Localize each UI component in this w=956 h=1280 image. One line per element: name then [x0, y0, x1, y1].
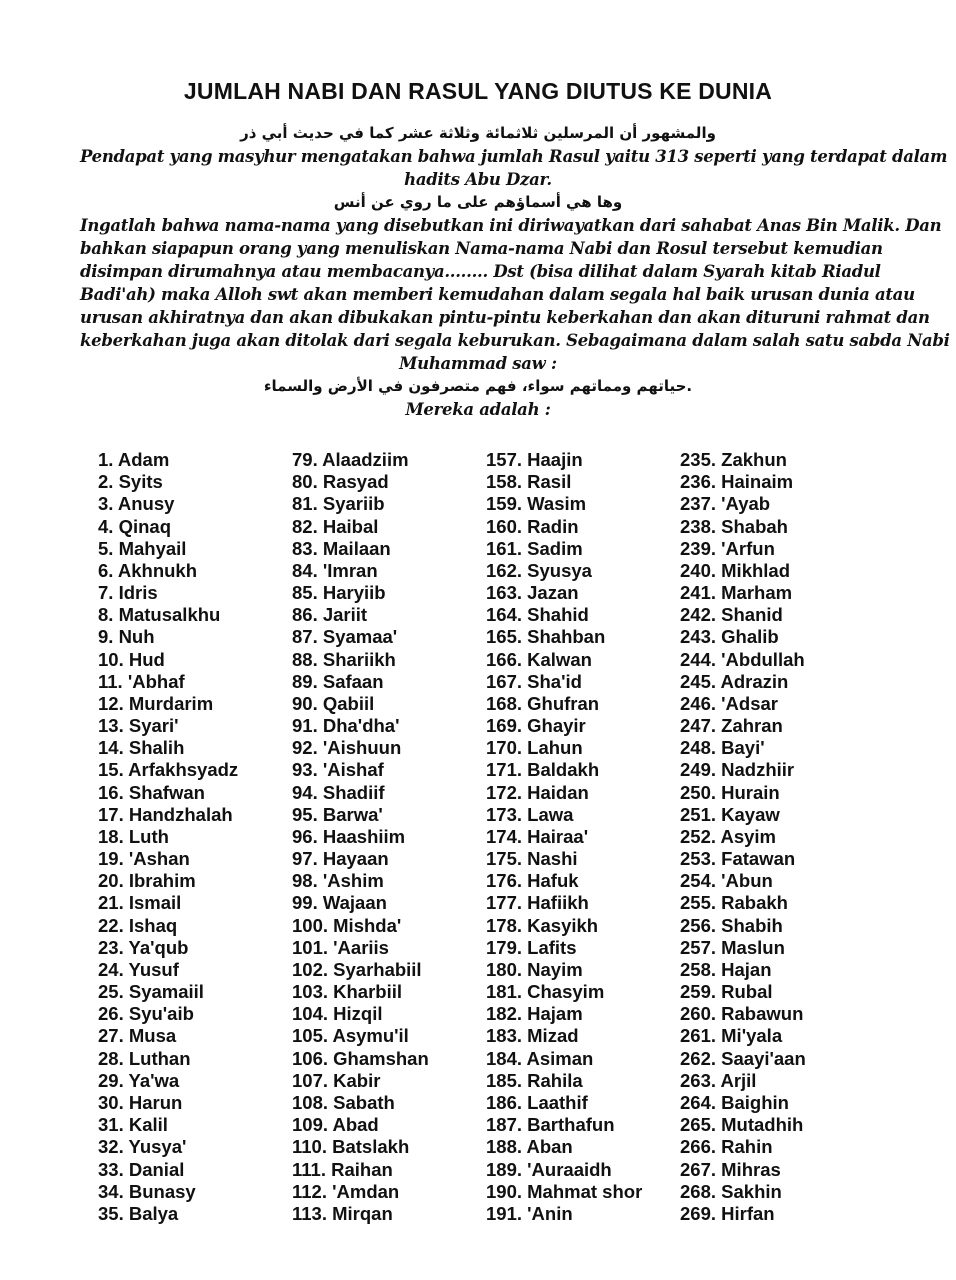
list-item: 82. Haibal: [292, 515, 379, 537]
list-item: 236. Hainaim: [680, 471, 794, 493]
list-item: 186. Laathif: [486, 1091, 588, 1113]
list-item: 263. Arjil: [680, 1069, 757, 1091]
list-item: 20. Ibrahim: [98, 870, 196, 892]
list-item: 4. Qinaq: [98, 515, 171, 537]
list-item: 248. Bayi': [680, 737, 765, 759]
list-item: 164. Shahid: [486, 604, 589, 626]
list-item: 92. 'Aishuun: [292, 737, 402, 759]
list-item: 96. Haashiim: [292, 825, 406, 847]
list-item: 113. Mirqan: [292, 1202, 393, 1224]
list-item: 25. Syamaiil: [98, 981, 204, 1003]
names-column: [680, 449, 806, 1225]
list-item: 104. Hizqil: [292, 1003, 383, 1025]
list-item: 157. Haajin: [486, 449, 583, 470]
list-item: 255. Rabakh: [680, 892, 788, 914]
list-item: 19. 'Ashan: [98, 848, 190, 870]
list-item: 97. Hayaan: [292, 848, 389, 870]
list-item: 171. Baldakh: [486, 759, 600, 781]
list-item: 34. Bunasy: [98, 1180, 196, 1202]
list-item: 181. Chasyim: [486, 981, 605, 1003]
list-item: 7. Idris: [98, 582, 158, 604]
list-item: 93. 'Aishaf: [292, 759, 384, 781]
list-item: 264. Baighin: [680, 1091, 789, 1113]
list-item: 159. Wasim: [486, 493, 587, 515]
list-item: 245. Adrazin: [680, 670, 789, 692]
list-item: 251. Kayaw: [680, 803, 780, 825]
list-item: 94. Shadiif: [292, 781, 385, 803]
list-item: 174. Hairaa': [486, 825, 589, 847]
list-item: 112. 'Amdan: [292, 1180, 400, 1202]
list-item: 160. Radin: [486, 515, 579, 537]
list-item: 254. 'Abun: [680, 870, 773, 892]
list-item: 83. Mailaan: [292, 537, 391, 559]
list-item: 6. Akhnukh: [98, 559, 198, 581]
list-item: 109. Abad: [292, 1114, 379, 1136]
list-item: 107. Kabir: [292, 1069, 381, 1091]
intro-text-line: hadits Abu Dzar.: [404, 170, 552, 189]
list-item: 22. Ishaq: [98, 914, 178, 936]
list-item: 5. Mahyail: [98, 537, 187, 559]
names-column: [98, 449, 238, 1225]
list-item: 262. Saayi'aan: [680, 1047, 806, 1069]
intro-text-line: Mereka adalah :: [405, 400, 551, 419]
list-item: 235. Zakhun: [680, 449, 787, 470]
list-item: 266. Rahin: [680, 1136, 773, 1158]
intro-text-line: disimpan dirumahnya atau membacanya........ Dst (bisa dilihat dalam Syarah kitab Riadul: [80, 262, 881, 281]
list-item: 179. Lafits: [486, 936, 577, 958]
list-item: 108. Sabath: [292, 1091, 395, 1113]
list-item: 260. Rabawun: [680, 1003, 804, 1025]
list-item: 170. Lahun: [486, 737, 583, 759]
list-item: 158. Rasil: [486, 471, 572, 493]
list-item: 15. Arfakhsyadz: [98, 759, 239, 781]
list-item: 17. Handzhalah: [98, 803, 233, 825]
list-item: 111. Raihan: [292, 1158, 393, 1180]
list-item: 172. Haidan: [486, 781, 589, 803]
list-item: 100. Mishda': [292, 914, 402, 936]
list-item: 89. Safaan: [292, 670, 384, 692]
list-item: 249. Nadzhiir: [680, 759, 795, 781]
list-item: 2. Syits: [98, 471, 163, 493]
intro-text: [80, 124, 950, 423]
list-item: 90. Qabiil: [292, 692, 375, 714]
list-item: 106. Ghamshan: [292, 1047, 429, 1069]
list-item: 187. Barthafun: [486, 1114, 615, 1136]
list-item: 163. Jazan: [486, 582, 579, 604]
list-item: 27. Musa: [98, 1025, 177, 1047]
list-item: 191. 'Anin: [486, 1202, 573, 1224]
list-item: 166. Kalwan: [486, 648, 592, 670]
list-item: 24. Yusuf: [98, 958, 179, 980]
list-item: 189. 'Auraaidh: [486, 1158, 612, 1180]
list-item: 240. Mikhlad: [680, 559, 791, 581]
list-item: 8. Matusalkhu: [98, 604, 221, 626]
list-item: 168. Ghufran: [486, 692, 600, 714]
list-item: 256. Shabih: [680, 914, 783, 936]
list-item: 243. Ghalib: [680, 626, 779, 648]
list-item: 175. Nashi: [486, 848, 578, 870]
list-item: 176. Hafuk: [486, 870, 579, 892]
list-item: 18. Luth: [98, 825, 169, 847]
list-item: 13. Syari': [98, 715, 179, 737]
list-item: 105. Asymu'il: [292, 1025, 409, 1047]
list-item: 182. Hajam: [486, 1003, 583, 1025]
list-item: 110. Batslakh: [292, 1136, 410, 1158]
list-item: 95. Barwa': [292, 803, 383, 825]
names-column: [292, 449, 429, 1225]
list-item: 162. Syusya: [486, 559, 592, 581]
list-item: 88. Shariikh: [292, 648, 396, 670]
list-item: 185. Rahila: [486, 1069, 583, 1091]
list-item: 173. Lawa: [486, 803, 574, 825]
intro-text-line: Badi'ah) maka Alloh swt akan memberi kemudahan dalam segala hal baik urusan dunia atau: [80, 285, 915, 304]
list-item: 102. Syarhabiil: [292, 958, 422, 980]
list-item: 87. Syamaa': [292, 626, 398, 648]
list-item: 29. Ya'wa: [98, 1069, 180, 1091]
list-item: 165. Shahban: [486, 626, 606, 648]
list-item: 28. Luthan: [98, 1047, 191, 1069]
list-item: 169. Ghayir: [486, 715, 586, 737]
list-item: 26. Syu'aib: [98, 1003, 194, 1025]
list-item: 14. Shalih: [98, 737, 185, 759]
list-item: 242. Shanid: [680, 604, 783, 626]
list-item: 237. 'Ayab: [680, 493, 771, 515]
list-item: 98. 'Ashim: [292, 870, 384, 892]
list-item: 80. Rasyad: [292, 471, 389, 493]
list-item: 247. Zahran: [680, 715, 783, 737]
list-item: 241. Marham: [680, 582, 793, 604]
list-item: 246. 'Adsar: [680, 692, 778, 714]
list-item: 32. Yusya': [98, 1136, 187, 1158]
list-item: 31. Kalil: [98, 1114, 168, 1136]
list-item: 238. Shabah: [680, 515, 788, 537]
intro-text-line: Muhammad saw :: [399, 354, 557, 373]
list-item: 35. Balya: [98, 1202, 179, 1224]
list-item: 167. Sha'id: [486, 670, 582, 692]
list-item: 81. Syariib: [292, 493, 385, 515]
list-item: 188. Aban: [486, 1136, 573, 1158]
list-item: 30. Harun: [98, 1091, 183, 1113]
intro-text-line: Ingatlah bahwa nama-nama yang disebutkan ini diriwayatkan dari sahabat Anas Bin Malik. Dan: [80, 216, 942, 235]
list-item: 267. Mihras: [680, 1158, 781, 1180]
list-item: 184. Asiman: [486, 1047, 594, 1069]
list-item: 33. Danial: [98, 1158, 185, 1180]
list-item: 190. Mahmat shor: [486, 1180, 643, 1202]
list-item: 268. Sakhin: [680, 1180, 782, 1202]
list-item: 10. Hud: [98, 648, 165, 670]
list-item: 101. 'Aariis: [292, 936, 389, 958]
list-item: 85. Haryiib: [292, 582, 386, 604]
list-item: 265. Mutadhih: [680, 1114, 804, 1136]
list-item: 261. Mi'yala: [680, 1025, 783, 1047]
list-item: 12. Murdarim: [98, 692, 214, 714]
intro-text-line: urusan akhiratnya dan akan dibukakan pintu-pintu keberkahan dan akan dituruni rahmat dan: [80, 308, 930, 327]
arabic-text-line: والمشهور أن المرسلين ثلاثمائة وثلاثة عشر كما في حديث أبي ذر: [240, 124, 716, 142]
list-item: 21. Ismail: [98, 892, 182, 914]
list-item: 253. Fatawan: [680, 848, 796, 870]
list-item: 244. 'Abdullah: [680, 648, 805, 670]
list-item: 269. Hirfan: [680, 1202, 775, 1224]
list-item: 103. Kharbiil: [292, 981, 403, 1003]
list-item: 16. Shafwan: [98, 781, 205, 803]
list-item: 239. 'Arfun: [680, 537, 775, 559]
list-item: 23. Ya'qub: [98, 936, 189, 958]
list-item: 161. Sadim: [486, 537, 583, 559]
list-item: 250. Hurain: [680, 781, 780, 803]
list-item: 180. Nayim: [486, 958, 583, 980]
names-column: [486, 449, 642, 1225]
list-item: 183. Mizad: [486, 1025, 579, 1047]
list-item: 86. Jariit: [292, 604, 368, 626]
list-item: 3. Anusy: [98, 493, 175, 515]
list-item: 1. Adam: [98, 449, 170, 470]
intro-text-line: bahkan siapapun orang yang menuliskan Nama-nama Nabi dan Rosul tersebut kemudian: [80, 239, 883, 258]
list-item: 91. Dha'dha': [292, 715, 400, 737]
list-item: 257. Maslun: [680, 936, 785, 958]
list-item: 252. Asyim: [680, 825, 776, 847]
list-item: 178. Kasyikh: [486, 914, 599, 936]
list-item: 9. Nuh: [98, 626, 155, 648]
list-item: 11. 'Abhaf: [98, 670, 185, 692]
list-item: 259. Rubal: [680, 981, 773, 1003]
intro-text-line: keberkahan juga akan ditolak dari segala keburukan. Sebagaimana dalam salah satu sabda Nabi: [80, 331, 950, 350]
list-item: 177. Hafiikh: [486, 892, 589, 914]
arabic-text-line: وها هي أسماؤهم على ما روي عن أنس: [333, 193, 623, 211]
list-item: 99. Wajaan: [292, 892, 387, 914]
list-item: 258. Hajan: [680, 958, 772, 980]
arabic-text-line: .حياتهم ومماتهم سواء، فهم متصرفون في الأرض والسماء: [263, 377, 693, 395]
list-item: 79. Alaadziim: [292, 449, 409, 470]
list-item: 84. 'Imran: [292, 559, 378, 581]
document-title: JUMLAH NABI DAN RASUL YANG DIUTUS KE DUNIA: [183, 78, 773, 104]
intro-text-line: Pendapat yang masyhur mengatakan bahwa jumlah Rasul yaitu 313 seperti yang terdapat dalam: [80, 147, 948, 166]
